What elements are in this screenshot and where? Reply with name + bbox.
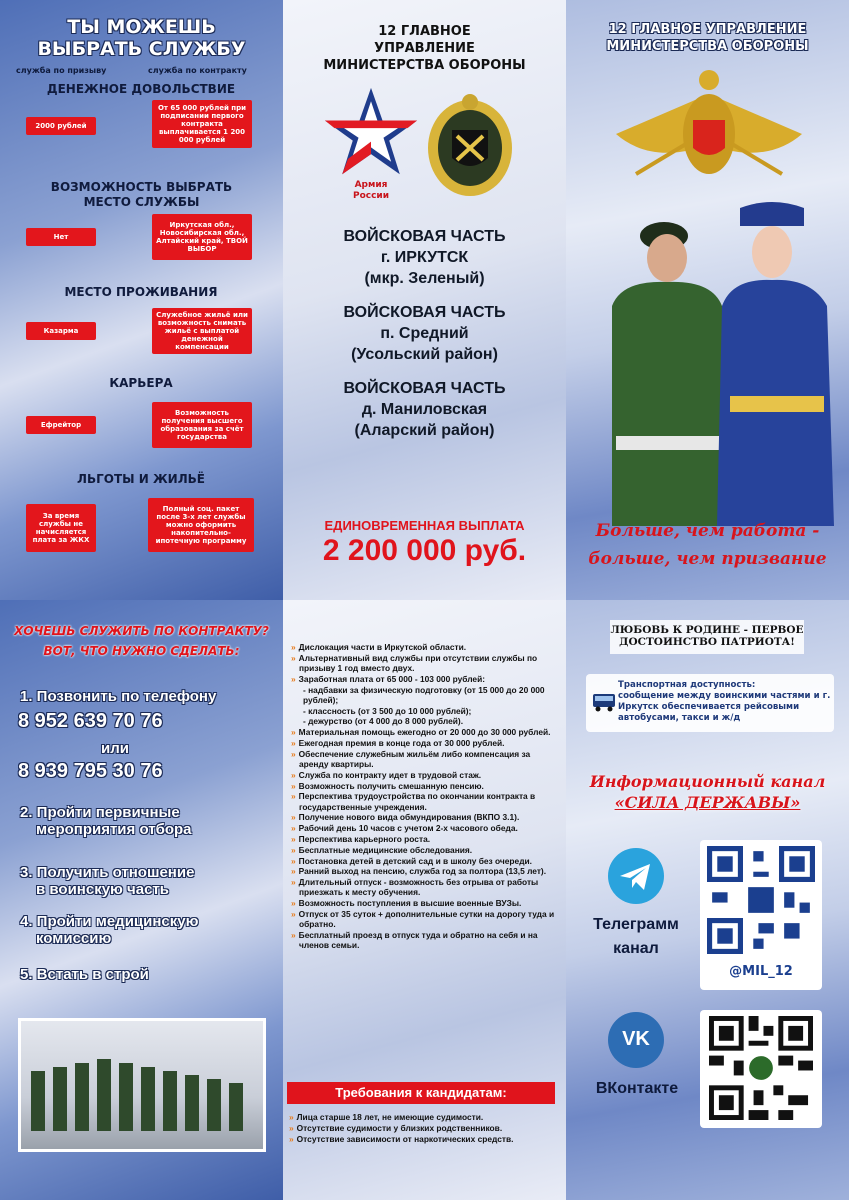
requirement-item <box>289 1123 559 1133</box>
section-title-living: МЕСТО ПРОЖИВАНИЯ <box>64 285 218 299</box>
parade-photo <box>18 1018 266 1152</box>
org-title-2: МИНИСТЕРСТВА ОБОРОНЫ <box>606 39 809 54</box>
contract-heading-2: ВОТ, ЧТО НУЖНО СДЕЛАТЬ: <box>43 644 240 658</box>
payment-label: ЕДИНОВРЕМЕННАЯ ВЫПЛАТА <box>324 518 525 533</box>
bullet-icon: » <box>291 652 296 663</box>
telegram-label-1: Телеграмм <box>593 916 679 933</box>
panel-top-middle <box>283 0 566 600</box>
panel-bottom-right <box>566 600 849 1200</box>
benefit-item <box>289 898 559 908</box>
channel-title-1: Информационный канал <box>589 772 826 791</box>
location-contract-box: Иркутская обл., Новосибирская обл., Алтайский край, ТВОЙ ВЫБОР <box>152 214 252 260</box>
section-title-career: КАРЬЕРА <box>109 376 173 390</box>
step-referral-2: в воинскую часть <box>36 881 169 898</box>
telegram-icon[interactable] <box>608 848 664 904</box>
pay-conscript-box: 2000 рублей <box>26 117 96 135</box>
bullet-icon: » <box>291 866 296 877</box>
benefit-text: Перспектива трудоустройства по окончании контракта в государственные учреждения. <box>298 791 536 812</box>
benefit-text: Альтернативный вид службы при отсутствии службы по призыву 1 год вместо двух. <box>298 652 538 673</box>
benefit-item <box>289 749 559 769</box>
career-conscript-box: Ефрейтор <box>26 416 96 434</box>
transport-box <box>586 674 834 732</box>
living-contract-box: Служебное жильё или возможность снимать жильё с выплатой денежной компенсации <box>152 308 252 354</box>
motto-line-2: ДОСТОИНСТВО ПАТРИОТА! <box>619 636 795 648</box>
section-title-benefits: ЛЬГОТЫ И ЖИЛЬЁ <box>76 472 206 486</box>
bus-icon <box>592 692 616 712</box>
benefit-text: Ежегодная премия в конце года от 30 000 рублей. <box>298 737 505 748</box>
telegram-qr-code <box>707 846 815 954</box>
pay-contract-box: От 65 000 рублей при подписании первого контракта выплачивается 1 200 000 рублей <box>152 100 252 148</box>
paper-plane-icon <box>608 848 664 904</box>
unit-line-1: ВОЙСКОВАЯ ЧАСТЬ <box>343 304 506 321</box>
bullet-icon: » <box>291 780 296 791</box>
step-join: 5. Встать в строй <box>20 966 149 983</box>
org-line-1: 12 ГЛАВНОЕ <box>378 24 471 39</box>
benefit-text: Рабочий день 10 часов с учетом 2-х часового обеда. <box>298 823 518 834</box>
requirement-item <box>289 1112 559 1122</box>
benefit-text: Материальная помощь ежегодно от 20 000 до 30 000 рублей. <box>298 727 551 738</box>
eagle-emblem <box>606 64 812 194</box>
unit-block <box>283 378 566 441</box>
benefit-item <box>289 685 559 705</box>
career-contract-box: Возможность получения высшего образования за счёт государства <box>152 402 252 448</box>
bullet-icon: » <box>291 908 296 919</box>
phone-number-2[interactable]: 8 939 795 30 76 <box>18 760 163 782</box>
benefit-item <box>289 834 559 844</box>
vk-label: ВКонтакте <box>595 1080 679 1097</box>
column-label-contract: служба по контракту <box>148 66 247 75</box>
motto-line-1: ЛЮБОВЬ К РОДИНЕ - ПЕРВОЕ <box>610 624 804 636</box>
bullet-icon: » <box>291 833 296 844</box>
slogan-line-1: Больше, чем работа - <box>595 521 820 541</box>
transport-title: Транспортная доступность: <box>618 680 756 690</box>
eagle-icon <box>606 64 812 194</box>
benefits-conscript-box: За время службы не начисляется плата за ЖКХ <box>26 504 96 552</box>
slogan-line-2: больше, чем призвание <box>588 549 827 569</box>
step-referral-1: 3. Получить отношение <box>20 864 195 881</box>
unit-line-3: (мкр. Зеленый) <box>364 270 485 287</box>
bullet-icon: » <box>291 929 296 940</box>
telegram-handle: @MIL_12 <box>729 964 793 979</box>
benefit-item <box>289 877 559 897</box>
unit-line-2: д. Маниловская <box>361 401 488 418</box>
panel-top-left <box>0 0 283 600</box>
bullet-icon: » <box>289 1134 294 1145</box>
requirements-title: Требования к кандидатам: <box>287 1082 555 1104</box>
benefit-text: Ранний выход на пенсию, служба год за полтора (13,5 лет). <box>298 866 547 877</box>
bullet-icon: » <box>291 823 296 834</box>
benefit-text: Перспектива карьерного роста. <box>298 833 431 844</box>
requirement-item <box>289 1134 559 1144</box>
benefit-item <box>289 642 559 652</box>
benefit-item <box>289 770 559 780</box>
bullet-icon: » <box>291 673 296 684</box>
benefit-item <box>289 706 559 716</box>
army-russia-logo <box>323 84 419 204</box>
benefits-contract-box: Полный соц. пакет после 3-х лет службы можно оформить накопительно-ипотечную программу <box>148 498 254 552</box>
benefit-text: Возможность получить смешанную пенсию. <box>298 780 484 791</box>
section-title-location-text: ВОЗМОЖНОСТЬ ВЫБРАТЬ МЕСТО СЛУЖБЫ <box>50 180 233 209</box>
bullet-icon: » <box>291 877 296 888</box>
bullet-icon: » <box>291 898 296 909</box>
section-title-location <box>0 180 283 210</box>
benefit-text: Заработная плата от 65 000 - 103 000 рублей: <box>298 673 486 684</box>
unit-line-1: ВОЙСКОВАЯ ЧАСТЬ <box>343 228 506 245</box>
section-title-pay: ДЕНЕЖНОЕ ДОВОЛЬСТВИЕ <box>46 82 236 96</box>
benefit-text: Возможность поступления в высшие военные ВУЗы. <box>298 898 522 909</box>
panel-title-2: ВЫБРАТЬ СЛУЖБУ <box>37 38 246 60</box>
bullet-icon: » <box>291 844 296 855</box>
unit-line-2: п. Средний <box>380 325 469 342</box>
benefit-text: Служба по контракту идет в трудовой стаж. <box>298 769 482 780</box>
army-logo-text-1: Армия <box>354 180 388 190</box>
benefit-item <box>289 909 559 929</box>
benefit-text: Постановка детей в детский сад и в школу без очереди. <box>298 855 533 866</box>
step-selection-2: мероприятия отбора <box>36 821 192 838</box>
unit-line-3: (Аларский район) <box>354 422 495 439</box>
benefit-item <box>289 812 559 822</box>
benefit-item <box>289 791 559 811</box>
bullet-icon: » <box>291 855 296 866</box>
vk-qr-card[interactable] <box>700 1010 822 1128</box>
artillery-emblem <box>425 90 515 200</box>
bullet-icon: » <box>289 1112 294 1122</box>
bullet-icon: » <box>291 812 296 823</box>
vk-logo-glyph: VK <box>622 1028 650 1050</box>
channel-title-2: «СИЛА ДЕРЖАВЫ» <box>614 793 801 812</box>
bullet-icon: » <box>291 727 296 738</box>
benefit-item <box>289 930 559 950</box>
benefit-item <box>289 674 559 684</box>
benefit-text: Обеспечение служебным жильём либо компенсация за аренду квартиры. <box>298 748 531 769</box>
location-conscript-box: Нет <box>26 228 96 246</box>
unit-line-1: ВОЙСКОВАЯ ЧАСТЬ <box>343 380 506 397</box>
benefit-text: - дежурство (от 4 000 до 8 000 рублей). <box>303 716 464 727</box>
benefits-list <box>289 642 559 951</box>
benefit-item <box>289 866 559 876</box>
benefit-item <box>289 823 559 833</box>
bullet-icon: » <box>289 1123 294 1134</box>
bullet-icon: » <box>291 642 296 652</box>
telegram-qr-card[interactable] <box>700 840 822 990</box>
benefit-text: Бесплатный проезд в отпуск туда и обратно на себя и на членов семьи. <box>298 929 538 951</box>
unit-block <box>283 302 566 365</box>
requirement-text: Лица старше 18 лет, не имеющие судимости. <box>296 1112 484 1122</box>
bullet-icon: » <box>291 791 296 802</box>
benefit-text: Длительный отпуск - возможность без отрыва от работы приезжать к месту обучения. <box>298 877 539 898</box>
benefit-item <box>289 716 559 726</box>
step-selection-1: 2. Пройти первичные <box>20 804 180 821</box>
army-logo-text-2: России <box>352 191 390 201</box>
unit-line-2: г. ИРКУТСК <box>380 249 469 266</box>
panel-bottom-left <box>0 600 283 1200</box>
vk-qr-code <box>709 1016 813 1120</box>
benefit-text: - надбавки за физическую подготовку (от 15 000 до 20 000 рублей); <box>303 684 545 705</box>
step-medical-2: комиссию <box>36 930 112 947</box>
payment-value: 2 200 000 руб. <box>322 534 527 567</box>
benefit-item <box>289 856 559 866</box>
star-icon <box>323 84 419 180</box>
benefit-text: - классность (от 3 500 до 10 000 рублей); <box>303 705 472 716</box>
phone-or: или <box>101 740 129 757</box>
benefit-item <box>289 845 559 855</box>
unit-block <box>283 226 566 289</box>
benefit-text: Бесплатные медицинские обследования. <box>298 844 473 855</box>
benefit-item <box>289 781 559 791</box>
soldiers-illustration <box>572 196 846 526</box>
benefit-item <box>289 738 559 748</box>
panel-title-1: ТЫ МОЖЕШЬ <box>67 16 216 38</box>
benefit-text: Получение нового вида обмундирования (ВКПО 3.1). <box>298 812 520 823</box>
transport-text: сообщение между воинскими частями и г. Иркутск обеспечивается рейсовыми автобусами, такси и ж/д <box>618 691 831 723</box>
panel-bottom-middle <box>283 600 566 1200</box>
benefit-text: Дислокация части в Иркутской области. <box>298 642 467 652</box>
benefit-item <box>289 727 559 737</box>
emblem-icon <box>425 90 515 200</box>
requirement-text: Отсутствие судимости у близких родственников. <box>296 1123 503 1134</box>
column-label-conscript: служба по призыву <box>16 66 107 75</box>
requirement-text: Отсутствие зависимости от наркотических средств. <box>296 1134 514 1145</box>
units-list <box>283 226 566 454</box>
org-line-3: МИНИСТЕРСТВА ОБОРОНЫ <box>323 58 526 73</box>
org-title-1: 12 ГЛАВНОЕ УПРАВЛЕНИЕ <box>608 22 807 37</box>
step-medical-1: 4. Пройти медицинскую <box>20 913 199 930</box>
bullet-icon: » <box>291 737 296 748</box>
phone-number-1[interactable]: 8 952 639 70 76 <box>18 710 163 732</box>
living-conscript-box: Казарма <box>26 322 96 340</box>
step-call: 1. Позвонить по телефону <box>20 688 217 705</box>
benefit-text: Отпуск от 35 суток + дополнительные сутки на дорогу туда и обратно. <box>298 908 555 930</box>
org-line-2: УПРАВЛЕНИЕ <box>374 41 475 56</box>
panel-top-right <box>566 0 849 600</box>
motto-box <box>610 620 804 654</box>
vk-icon[interactable] <box>608 1012 664 1068</box>
soldiers-photo <box>572 196 846 526</box>
benefit-item <box>289 653 559 673</box>
requirements-list <box>289 1112 559 1146</box>
bullet-icon: » <box>291 769 296 780</box>
telegram-label-2: канал <box>613 940 659 957</box>
unit-line-3: (Усольский район) <box>351 346 498 363</box>
bullet-icon: » <box>291 748 296 759</box>
contract-heading-1: ХОЧЕШЬ СЛУЖИТЬ ПО КОНТРАКТУ? <box>14 624 269 638</box>
parade-illustration <box>21 1021 263 1149</box>
